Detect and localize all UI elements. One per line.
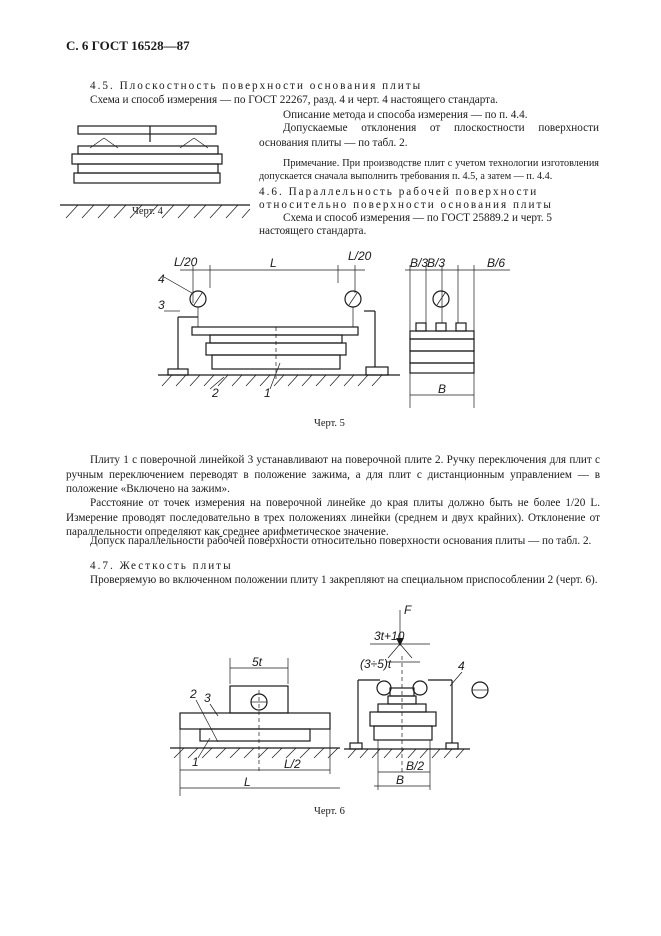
fig5-label-b6: B/6 bbox=[487, 256, 506, 270]
section-4-5-line1: Схема и способ измерения — по ГОСТ 22267, разд. 4 и черт. 4 настоящего стандарта. bbox=[90, 94, 498, 106]
fig5-label-l: L bbox=[270, 256, 277, 270]
fig6-label-l: L bbox=[244, 775, 251, 789]
section-4-6-heading: 4.6. Параллельность рабочей поверхности относительно поверхности основания плиты bbox=[259, 186, 553, 211]
fig5-label-b3-a: B/3 bbox=[410, 256, 429, 270]
fig5-label-l20-left: L/20 bbox=[174, 255, 198, 269]
section-4-7-heading: 4.7. Жесткость плиты bbox=[90, 560, 233, 572]
body-para2: Расстояние от точек измерения на поверочной линейке до края плиты должно быть не более 1/20 L. Измерение проводят последовательно в трех положениях линейки (среднем и двух крайних). Отклонение от параллельности определяют как среднее арифметическое значение. bbox=[66, 497, 600, 539]
fig6-label-1: 1 bbox=[192, 755, 199, 769]
fig5-label-4: 4 bbox=[158, 272, 165, 286]
fig6-label-force: F bbox=[404, 603, 412, 617]
fig5-label-b: B bbox=[438, 382, 447, 396]
fig6-label-l2: L/2 bbox=[284, 757, 301, 771]
body-para1: Плиту 1 с поверочной линейкой 3 устанавливают на поверочной плите 2. Ручку переключения для плит с ручным переключением переводят в положение зажима, а для плит с дистанционным управлением — в положение «Включено на зажим». bbox=[66, 454, 600, 496]
section-4-5-line2: Описание метода и способа измерения — по п. 4.4. bbox=[283, 109, 528, 121]
section-4-5-heading: 4.5. Плоскостность поверхности основания плиты bbox=[90, 80, 423, 92]
fig5-label-2: 2 bbox=[212, 386, 219, 400]
fig6-label-3t10: 3t+10 bbox=[374, 629, 405, 643]
figure-4-caption: Черт. 4 bbox=[132, 206, 163, 217]
figure-5-caption: Черт. 5 bbox=[314, 418, 345, 429]
fig6-label-3-5t: (3÷5)t bbox=[360, 657, 392, 671]
fig5-label-1: 1 bbox=[264, 386, 271, 400]
figure-6-caption: Черт. 6 bbox=[314, 806, 345, 817]
section-4-5-note: Примечание. При производстве плит с учетом технологии изготовления допускается сначала выполнить требования п. 4.5, а затем — п. 4.4. bbox=[259, 158, 599, 182]
page-header: С. 6 ГОСТ 16528—87 bbox=[66, 38, 190, 53]
fig6-label-2: 2 bbox=[190, 687, 197, 701]
section-4-6-line1: Схема и способ измерения — по ГОСТ 25889.2 и черт. 5 настоящего стандарта. bbox=[259, 212, 553, 237]
fig5-label-l20-right: L/20 bbox=[348, 249, 372, 263]
fig5-label-3: 3 bbox=[158, 298, 165, 312]
fig6-label-3: 3 bbox=[204, 691, 211, 705]
fig6-label-b2: B/2 bbox=[406, 759, 425, 773]
fig6-label-4: 4 bbox=[458, 659, 465, 673]
fig5-label-b3-b: B/3 bbox=[427, 256, 446, 270]
figure-6 bbox=[160, 600, 510, 800]
section-4-5-line3: Допускаемые отклонения от плоскостности поверхности основания плиты — по табл. 2. bbox=[259, 122, 599, 149]
fig6-label-b: B bbox=[396, 773, 405, 787]
section-4-7-line1: Проверяемую во включенном положении плиту 1 закрепляют на специальном приспособлении 2 (черт. 6). bbox=[90, 574, 598, 586]
body-para3: Допуск параллельности рабочей поверхности относительно поверхности основания плиты — по табл. 2. bbox=[90, 535, 592, 547]
figure-5 bbox=[150, 243, 530, 408]
fig6-label-5t: 5t bbox=[252, 655, 263, 669]
